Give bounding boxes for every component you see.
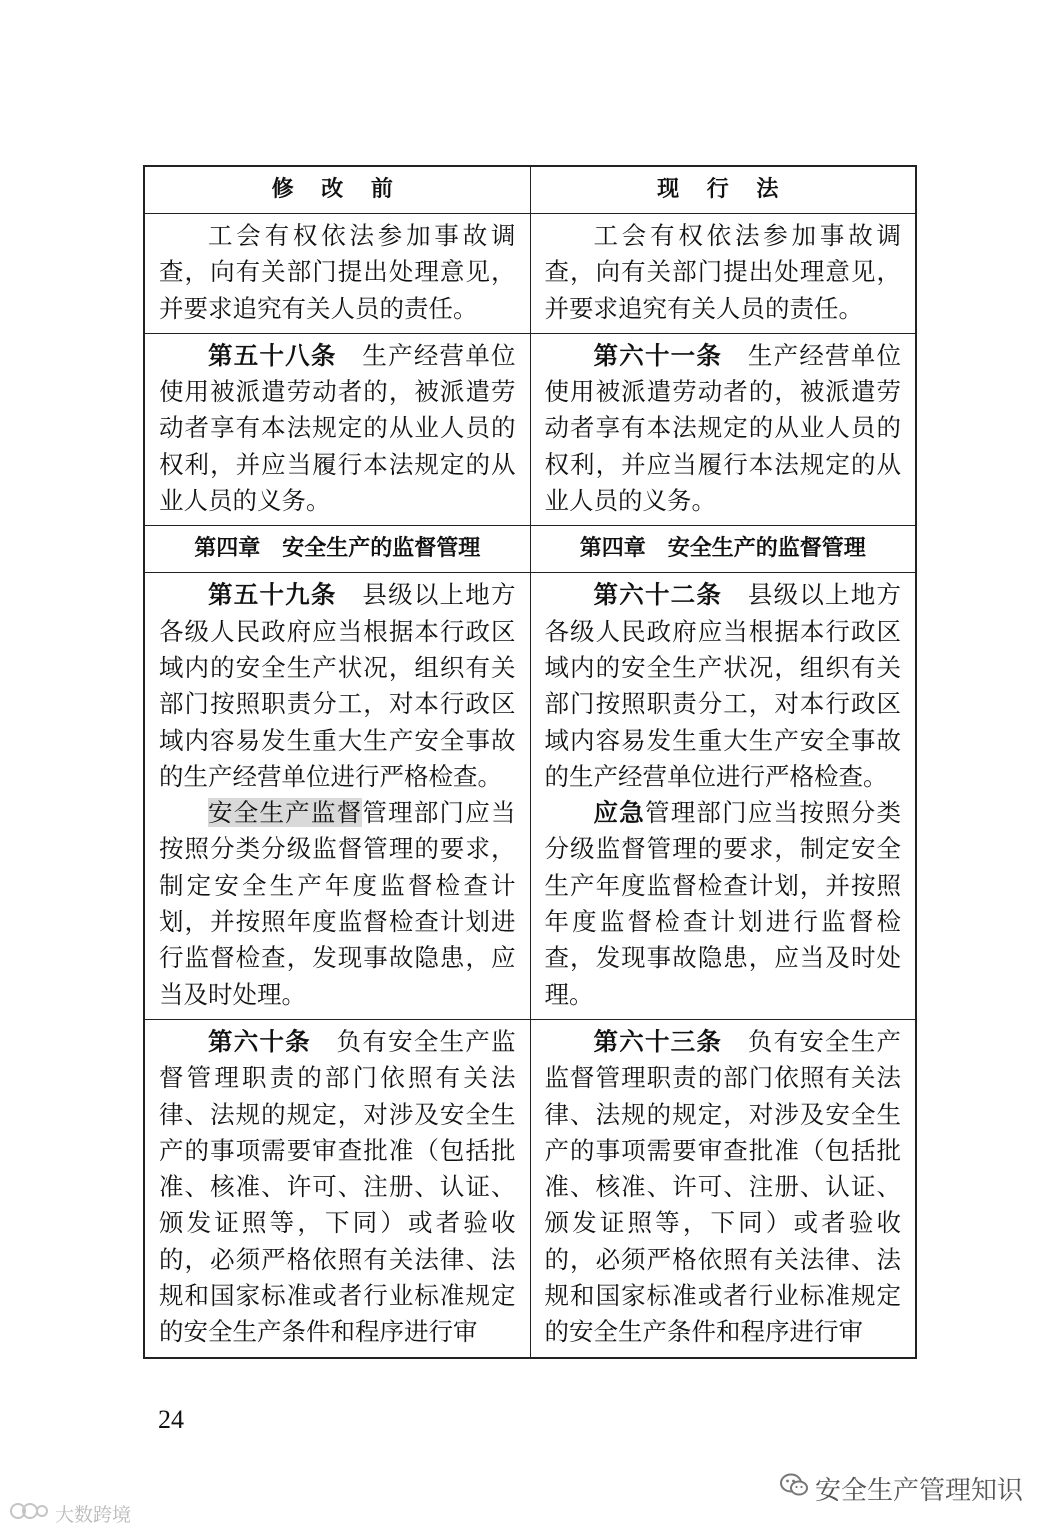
cell-current [530, 333, 916, 525]
header-current: 现 行 法 [530, 166, 916, 214]
chapter-title-current: 第四章 安全生产的监督管理 [530, 526, 916, 573]
paragraph [545, 577, 902, 795]
article-text: 县级以上地方各级人民政府应当根据本行政区域内的安全生产状况，组织有关部门按照职责分工，对本行政区域内容易发生重大生产安全事故的生产经营单位进行严格检查。 [159, 580, 516, 791]
cell-before [144, 573, 530, 1020]
highlighted-text: 安全生产监督 [208, 798, 363, 828]
header-before: 修 改 前 [144, 166, 530, 214]
chapter-title-before: 第四章 安全生产的监督管理 [144, 526, 530, 573]
table-row [144, 1019, 916, 1357]
cell-current [530, 573, 916, 1020]
table-row [144, 214, 916, 334]
paragraph [159, 795, 516, 1013]
article-number: 第六十一条 [593, 340, 723, 370]
article-number: 第六十二条 [593, 580, 723, 610]
page-number: 24 [158, 1405, 184, 1434]
article-number: 第五十九条 [208, 580, 337, 610]
article-text: 县级以上地方各级人民政府应当根据本行政区域内的安全生产状况，组织有关部门按照职责分工，对本行政区域内容易发生重大生产安全事故的生产经营单位进行严格检查。 [544, 580, 902, 791]
watermark [779, 1470, 1023, 1507]
article-text: 负有安全生产监督管理职责的部门依照有关法律、法规的规定，对涉及安全生产的事项需要审查批准（包括批准、核准、许可、注册、认证、颁发证照等，下同）或者验收的，必须严格依照有关法律、法规和国家标准或者行业标准规定的安全生产条件和程序进行审 [544, 1026, 902, 1347]
logo-icon [8, 1500, 52, 1527]
cell-current [530, 214, 916, 334]
comparison-table [143, 165, 917, 1359]
paragraph: 工会有权依法参加事故调查，向有关部门提出处理意见，并要求追究有关人员的责任。 [159, 221, 516, 323]
article-number: 第五十八条 [208, 340, 337, 370]
table-row [144, 333, 916, 525]
chapter-row [144, 526, 916, 573]
cell-current [530, 1019, 916, 1357]
cell-before [144, 1019, 530, 1357]
watermark-text: 大数跨境 [55, 1504, 132, 1526]
article-text: 负有安全生产监督管理职责的部门依照有关法律、法规的规定，对涉及安全生产的事项需要审查批准（包括批准、核准、许可、注册、认证、颁发证照等，下同）或者验收的，必须严格依照有关法律、法规和国家标准或者行业标准规定的安全生产条件和程序进行审 [159, 1026, 516, 1347]
article-number: 第六十条 [208, 1026, 311, 1056]
article-text: 生产经营单位使用被派遣劳动者的，被派遣劳动者享有本法规定的从业人员的权利，并应当履行本法规定的从业人员的义务。 [544, 340, 902, 516]
paragraph [159, 577, 516, 795]
paragraph [545, 795, 902, 1013]
article-text: 管理部门应当按照分类分级监督管理的要求，制定安全生产年度监督检查计划，并按照年度监督检查计划进行监督检查，发现事故隐患，应当及时处理。 [159, 798, 516, 1009]
paragraph [545, 1024, 902, 1351]
paragraph [159, 1024, 516, 1351]
watermark [8, 1500, 131, 1527]
article-text: 管理部门应当按照分类分级监督管理的要求，制定安全生产年度监督检查计划，并按照年度监督检查计划进行监督检查，发现事故隐患，应当及时处理。 [544, 798, 902, 1009]
changed-text: 应急 [593, 798, 645, 828]
paragraph [159, 338, 516, 519]
header-row [144, 166, 916, 214]
table-row [144, 573, 916, 1020]
paragraph: 工会有权依法参加事故调查，向有关部门提出处理意见，并要求追究有关人员的责任。 [544, 221, 901, 323]
paragraph [545, 338, 902, 519]
article-number: 第六十三条 [593, 1026, 723, 1056]
wechat-icon [779, 1472, 809, 1505]
watermark-text: 安全生产管理知识 [814, 1476, 1023, 1506]
cell-before [144, 214, 530, 334]
cell-before [144, 333, 530, 525]
article-text: 生产经营单位使用被派遣劳动者的，被派遣劳动者享有本法规定的从业人员的权利，并应当履行本法规定的从业人员的义务。 [159, 340, 516, 516]
